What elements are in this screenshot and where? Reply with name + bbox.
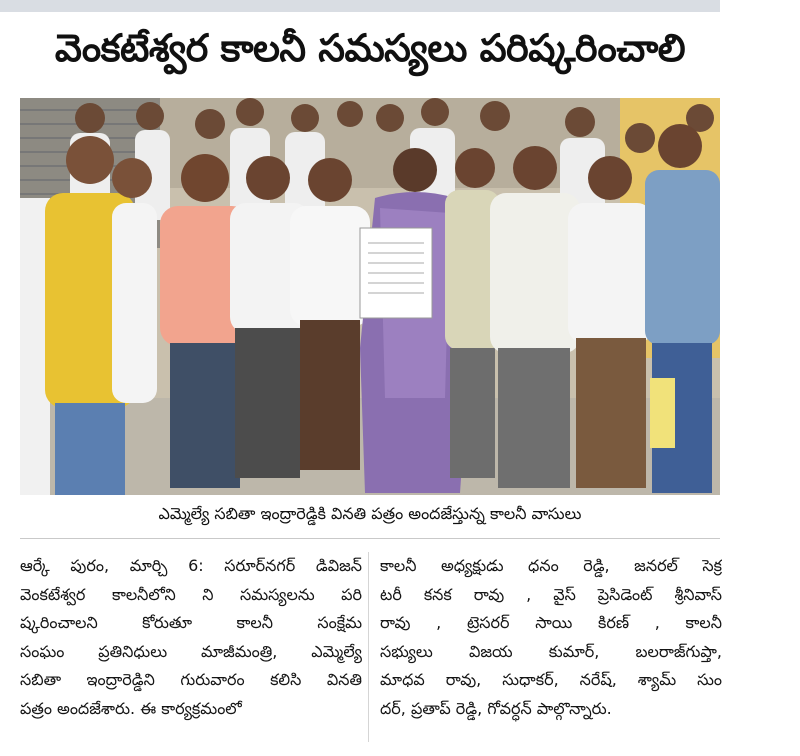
- article-line: సంఘం ప్రతినిధులు మాజీమంత్రి, ఎమ్మెల్యే: [20, 641, 362, 661]
- article-line: దర్, ప్రతాప్ రెడ్డి, గోవర్ధన్ పాల్గొన్నారు.: [380, 698, 612, 718]
- article-column-left: [20, 552, 362, 723]
- photo-caption: ఎమ్మెల్యే సబితా ఇంద్రారెడ్డికి వినతి పత్రం అందజేస్తున్న కాలనీ వాసులు: [158, 503, 582, 523]
- news-photo: [20, 98, 720, 495]
- article-line: సబితా ఇంద్రారెడ్డిని గురువారం కలిసి వినతి: [20, 670, 362, 689]
- article-line: మాధవ రావు, సుధాకర్, నరేష్, శ్యామ్ సుం: [380, 670, 722, 689]
- article-line: ఆర్కే పురం, మార్చి 6: సరూర్‌నగర్ డివిజన్: [20, 556, 362, 575]
- article-column-right: [380, 552, 722, 723]
- article-line: సభ్యులు విజయ కుమార్, బలరాజ్‌గుప్తా,: [380, 641, 722, 661]
- article-line: టరీ కనక రావు , వైస్ ప్రెసిడెంట్ శ్రీనివాస్: [380, 584, 722, 604]
- article-line: కాలనీ అధ్యక్షుడు ధనం రెడ్డి, జనరల్ సెక్ర: [380, 556, 722, 575]
- article-line: రావు , ట్రెసరర్ సాయి కిరణ్ , కాలనీ: [380, 613, 722, 632]
- article-line: ష్కరించాలని కోరుతూ కాలనీ సంక్షేమ: [20, 613, 362, 632]
- article-line: పత్రం అందజేశారు. ఈ కార్యక్రమంలో: [20, 698, 242, 718]
- article-line: వెంకటేశ్వర కాలనీలోని ని సమస్యలను పరి: [20, 584, 362, 604]
- caption-divider: [20, 538, 720, 539]
- column-divider: [368, 552, 369, 742]
- headline: వెంకటేశ్వర కాలనీ సమస్యలు పరిష్కరించాలి: [54, 26, 686, 70]
- top-bar: [0, 0, 720, 12]
- group-photo-illustration: [20, 98, 720, 495]
